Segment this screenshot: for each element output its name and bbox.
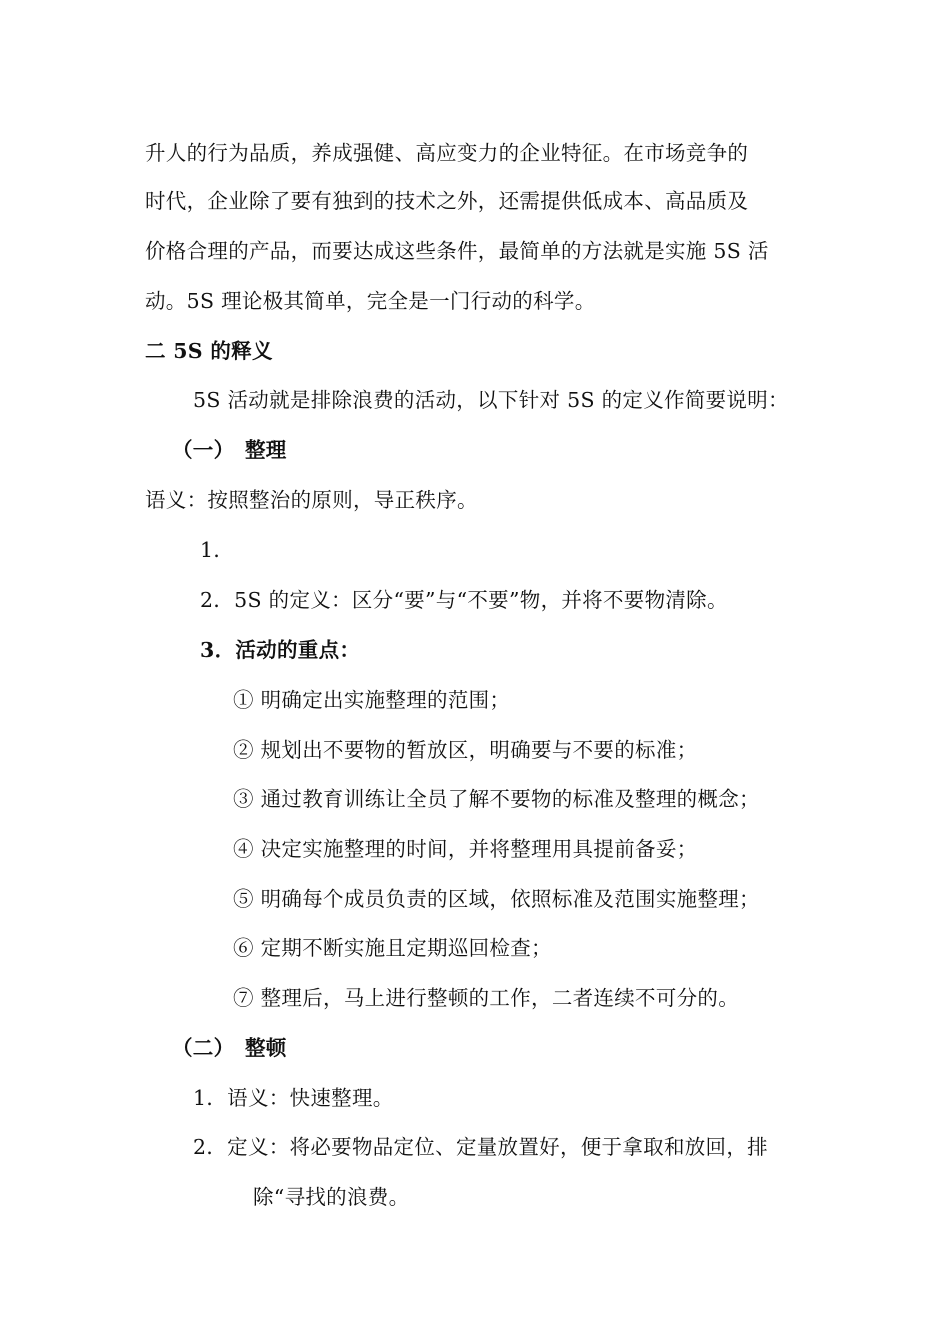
seiri-heading-number: （一）	[172, 438, 235, 462]
seiton-item-2-line-2: 除“寻找的浪费。	[253, 1185, 410, 1209]
seiri-point-4: ④ 决定实施整理的时间，并将整理用具提前备妥；	[233, 837, 698, 861]
seiri-meaning: 语义：按照整治的原则，导正秩序。	[145, 488, 478, 512]
seiri-heading-title: 整理	[245, 438, 287, 462]
seiton-heading-title: 整顿	[245, 1036, 287, 1060]
seiri-point-7: ⑦ 整理后，马上进行整顿的工作，二者连续不可分的。	[233, 986, 740, 1010]
intro-line-1: 升人的行为品质，养成强健、高应变力的企业特征。在市场竞争的	[145, 141, 749, 165]
seiri-point-6: ⑥ 定期不断实施且定期巡回检查；	[233, 936, 552, 960]
section-2-intro: 5S 活动就是排除浪费的活动，以下针对 5S 的定义作简要说明：	[193, 388, 789, 412]
seiri-point-2: ② 规划出不要物的暂放区，明确要与不要的标准；	[233, 738, 698, 762]
section-2-heading: 二 5S 的释义	[145, 339, 273, 363]
seiri-point-5: ⑤ 明确每个成员负责的区域，依照标准及范围实施整理；	[233, 887, 760, 911]
seiton-item-1: 1．语义：快速整理。	[193, 1086, 394, 1110]
intro-line-3: 价格合理的产品，而要达成这些条件，最简单的方法就是实施 5S 活	[145, 239, 769, 263]
seiri-point-3: ③ 通过教育训练让全员了解不要物的标准及整理的概念；	[233, 787, 760, 811]
seiton-heading-number: （二）	[172, 1036, 235, 1060]
seiri-item-1: 1．	[200, 538, 235, 562]
seiton-item-2-line-1: 2．定义：将必要物品定位、定量放置好，便于拿取和放回，排	[193, 1135, 768, 1159]
intro-line-2: 时代，企业除了要有独到的技术之外，还需提供低成本、高品质及	[145, 189, 749, 213]
seiri-item-2: 2．5S 的定义：区分“要”与“不要”物，并将不要物清除。	[200, 588, 728, 612]
seiri-item-3: 3．活动的重点：	[200, 638, 361, 662]
seiri-point-1: ① 明确定出实施整理的范围；	[233, 688, 511, 712]
intro-line-4: 动。5S 理论极其简单，完全是一门行动的科学。	[145, 289, 596, 313]
